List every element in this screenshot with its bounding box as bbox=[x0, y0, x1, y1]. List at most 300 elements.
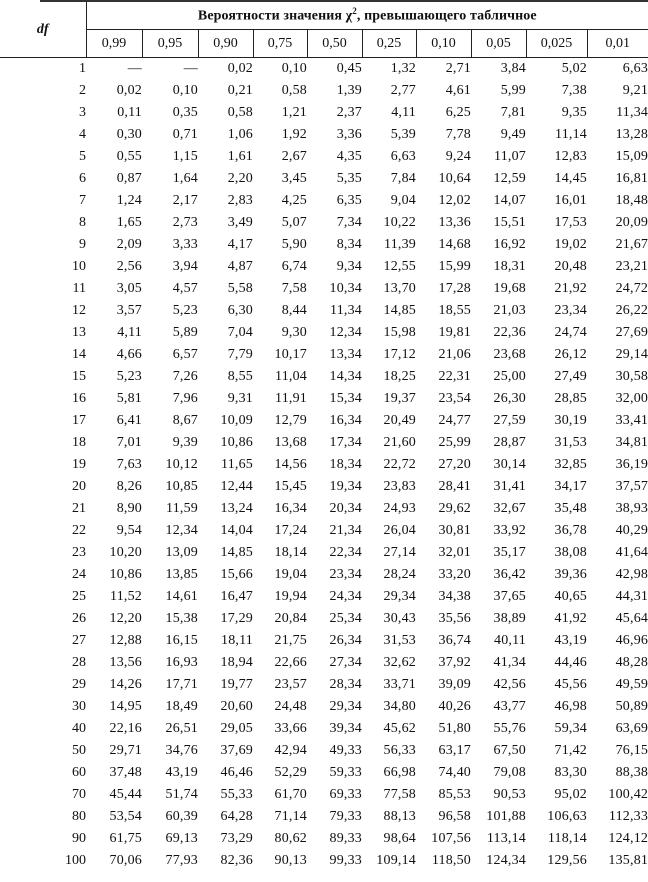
value-cell: 30,81 bbox=[438, 523, 471, 538]
value-cell: 25,34 bbox=[329, 611, 362, 626]
value-cell: 8,26 bbox=[116, 479, 142, 494]
value-cell: 34,76 bbox=[165, 743, 198, 758]
value-cell: 32,00 bbox=[615, 391, 648, 406]
value-cell: 11,34 bbox=[616, 105, 648, 120]
value-cell: 24,74 bbox=[554, 325, 587, 340]
value-cell: 80,62 bbox=[274, 831, 307, 846]
table-row bbox=[0, 520, 648, 542]
value-cell: 67,50 bbox=[493, 743, 526, 758]
value-cell: 16,47 bbox=[220, 589, 253, 604]
value-cell: 8,44 bbox=[281, 303, 307, 318]
value-cell: 18,49 bbox=[165, 699, 198, 714]
value-cell: 113,14 bbox=[486, 831, 526, 846]
value-cell: 11,91 bbox=[275, 391, 307, 406]
value-cell: 13,85 bbox=[165, 567, 198, 582]
df-cell: 25 bbox=[72, 589, 86, 604]
value-cell: 30,43 bbox=[383, 611, 416, 626]
df-cell: 27 bbox=[72, 633, 86, 648]
value-cell: 14,45 bbox=[554, 171, 587, 186]
value-cell: 27,49 bbox=[554, 369, 587, 384]
value-cell: 27,59 bbox=[493, 413, 526, 428]
value-cell: 6,25 bbox=[445, 105, 471, 120]
value-cell: 2,56 bbox=[116, 259, 142, 274]
df-cell: 17 bbox=[72, 413, 86, 428]
value-cell: 34,17 bbox=[554, 479, 587, 494]
value-cell: 5,02 bbox=[561, 61, 587, 76]
value-cell: 10,85 bbox=[165, 479, 198, 494]
value-cell: 53,54 bbox=[109, 809, 142, 824]
value-cell: 24,72 bbox=[615, 281, 648, 296]
value-cell: 46,96 bbox=[615, 633, 648, 648]
df-cell: 24 bbox=[72, 567, 86, 582]
value-cell: 4,11 bbox=[391, 105, 416, 120]
table-row bbox=[0, 344, 648, 366]
value-cell: 2,37 bbox=[336, 105, 362, 120]
value-cell: 24,48 bbox=[274, 699, 307, 714]
value-cell: 7,63 bbox=[116, 457, 142, 472]
value-cell: 16,92 bbox=[493, 237, 526, 252]
value-cell: 21,75 bbox=[274, 633, 307, 648]
value-cell: 18,94 bbox=[220, 655, 253, 670]
chi-square-table bbox=[0, 2, 648, 872]
value-cell: 43,19 bbox=[165, 765, 198, 780]
header-row-top bbox=[0, 2, 648, 30]
value-cell: 9,39 bbox=[172, 435, 198, 450]
value-cell: 26,04 bbox=[383, 523, 416, 538]
value-cell: 0,21 bbox=[227, 83, 253, 98]
value-cell: 76,15 bbox=[615, 743, 648, 758]
value-cell: 19,02 bbox=[554, 237, 587, 252]
value-cell: 23,21 bbox=[615, 259, 648, 274]
value-cell: 9,30 bbox=[281, 325, 307, 340]
value-cell: 12,34 bbox=[165, 523, 198, 538]
value-cell: 0,87 bbox=[116, 171, 142, 186]
df-cell: 1 bbox=[79, 61, 86, 76]
value-cell: 29,14 bbox=[615, 347, 648, 362]
table-row bbox=[0, 366, 648, 388]
value-cell: 36,42 bbox=[493, 567, 526, 582]
value-cell: 70,06 bbox=[109, 853, 142, 868]
value-cell: 5,07 bbox=[281, 215, 307, 230]
df-cell: 9 bbox=[79, 237, 86, 252]
column-header: 0,75 bbox=[253, 30, 307, 58]
value-cell: 5,23 bbox=[116, 369, 142, 384]
value-cell: 17,53 bbox=[554, 215, 587, 230]
value-cell: 24,93 bbox=[383, 501, 416, 516]
value-cell: 33,92 bbox=[493, 523, 526, 538]
value-cell: 5,99 bbox=[500, 83, 526, 98]
df-cell: 8 bbox=[79, 215, 86, 230]
value-cell: 1,06 bbox=[227, 127, 253, 142]
value-cell: 118,14 bbox=[547, 831, 587, 846]
value-cell: 7,78 bbox=[445, 127, 471, 142]
value-cell: 18,14 bbox=[274, 545, 307, 560]
value-cell: 14,26 bbox=[109, 677, 142, 692]
value-cell: 7,79 bbox=[227, 347, 253, 362]
value-cell: 33,71 bbox=[383, 677, 416, 692]
value-cell: 9,54 bbox=[116, 523, 142, 538]
value-cell: 39,34 bbox=[329, 721, 362, 736]
value-cell: 12,20 bbox=[109, 611, 142, 626]
value-cell: 21,67 bbox=[615, 237, 648, 252]
value-cell: 50,89 bbox=[615, 699, 648, 714]
value-cell: 4,66 bbox=[116, 347, 142, 362]
value-cell: 1,15 bbox=[172, 149, 198, 164]
value-cell: 12,02 bbox=[438, 193, 471, 208]
value-cell: 5,89 bbox=[172, 325, 198, 340]
table-row bbox=[0, 300, 648, 322]
value-cell: 69,13 bbox=[165, 831, 198, 846]
value-cell: 77,58 bbox=[383, 787, 416, 802]
table-row bbox=[0, 454, 648, 476]
value-cell: 85,53 bbox=[438, 787, 471, 802]
value-cell: 48,28 bbox=[615, 655, 648, 670]
value-cell: 1,24 bbox=[116, 193, 142, 208]
value-cell: 17,12 bbox=[383, 347, 416, 362]
df-cell: 100 bbox=[65, 853, 86, 868]
column-header: 0,05 bbox=[471, 30, 526, 58]
value-cell: 23,68 bbox=[493, 347, 526, 362]
value-cell: 100,42 bbox=[608, 787, 648, 802]
value-cell: 13,56 bbox=[109, 655, 142, 670]
value-cell: 45,56 bbox=[554, 677, 587, 692]
value-cell: 2,09 bbox=[116, 237, 142, 252]
table-row bbox=[0, 146, 648, 168]
table-row bbox=[0, 542, 648, 564]
value-cell: 7,34 bbox=[336, 215, 362, 230]
value-cell: 28,34 bbox=[329, 677, 362, 692]
value-cell: 17,29 bbox=[220, 611, 253, 626]
column-header: 0,025 bbox=[526, 30, 587, 58]
value-cell: 13,70 bbox=[383, 281, 416, 296]
value-cell: 17,71 bbox=[165, 677, 198, 692]
value-cell: 25,99 bbox=[438, 435, 471, 450]
value-cell: 34,81 bbox=[615, 435, 648, 450]
value-cell: 13,09 bbox=[165, 545, 198, 560]
column-header: 0,50 bbox=[307, 30, 362, 58]
value-cell: 18,11 bbox=[221, 633, 253, 648]
value-cell: 32,01 bbox=[438, 545, 471, 560]
value-cell: 8,55 bbox=[227, 369, 253, 384]
value-cell: 13,24 bbox=[220, 501, 253, 516]
value-cell: 66,98 bbox=[383, 765, 416, 780]
value-cell: 38,93 bbox=[615, 501, 648, 516]
value-cell: 79,33 bbox=[329, 809, 362, 824]
df-cell: 50 bbox=[72, 743, 86, 758]
value-cell: 26,12 bbox=[554, 347, 587, 362]
value-cell: 8,67 bbox=[172, 413, 198, 428]
value-cell: 90,13 bbox=[274, 853, 307, 868]
value-cell: 13,36 bbox=[438, 215, 471, 230]
table-row bbox=[0, 564, 648, 586]
value-cell: 3,57 bbox=[116, 303, 142, 318]
value-cell: 14,04 bbox=[220, 523, 253, 538]
probability-header-prefix: Вероятности значения χ bbox=[197, 8, 353, 24]
value-cell: 12,55 bbox=[383, 259, 416, 274]
value-cell: 3,94 bbox=[172, 259, 198, 274]
value-cell: 1,64 bbox=[172, 171, 198, 186]
value-cell: 21,92 bbox=[554, 281, 587, 296]
value-cell: 6,63 bbox=[622, 61, 648, 76]
value-cell: 12,83 bbox=[554, 149, 587, 164]
value-cell: 64,28 bbox=[220, 809, 253, 824]
value-cell: 30,58 bbox=[615, 369, 648, 384]
df-cell: 40 bbox=[72, 721, 86, 736]
value-cell: 9,31 bbox=[227, 391, 253, 406]
value-cell: 19,34 bbox=[329, 479, 362, 494]
value-cell: 6,30 bbox=[227, 303, 253, 318]
value-cell: 60,39 bbox=[165, 809, 198, 824]
value-cell: 16,15 bbox=[165, 633, 198, 648]
value-cell: 20,49 bbox=[383, 413, 416, 428]
value-cell: 5,23 bbox=[172, 303, 198, 318]
value-cell: 7,26 bbox=[172, 369, 198, 384]
value-cell: 21,06 bbox=[438, 347, 471, 362]
column-header: 0,01 bbox=[587, 30, 648, 58]
value-cell: 0,10 bbox=[281, 61, 307, 76]
header-row-columns bbox=[0, 30, 648, 58]
value-cell: 5,58 bbox=[227, 281, 253, 296]
value-cell: 3,33 bbox=[172, 237, 198, 252]
table-row bbox=[0, 674, 648, 696]
table-row bbox=[0, 410, 648, 432]
value-cell: 96,58 bbox=[438, 809, 471, 824]
value-cell: 44,46 bbox=[554, 655, 587, 670]
value-cell: 19,37 bbox=[383, 391, 416, 406]
value-cell: 4,25 bbox=[281, 193, 307, 208]
value-cell: 24,34 bbox=[329, 589, 362, 604]
value-cell: 6,57 bbox=[172, 347, 198, 362]
value-cell: 77,93 bbox=[165, 853, 198, 868]
value-cell: 3,84 bbox=[500, 61, 526, 76]
df-cell: 21 bbox=[72, 501, 86, 516]
value-cell: 1,65 bbox=[116, 215, 142, 230]
df-cell: 90 bbox=[72, 831, 86, 846]
value-cell: 106,63 bbox=[547, 809, 587, 824]
value-cell: 33,66 bbox=[274, 721, 307, 736]
value-cell: 99,33 bbox=[329, 853, 362, 868]
value-cell: 90,53 bbox=[493, 787, 526, 802]
value-cell: 14,34 bbox=[329, 369, 362, 384]
value-cell: 1,39 bbox=[336, 83, 362, 98]
df-header: df bbox=[0, 2, 86, 58]
value-cell: 1,21 bbox=[281, 105, 307, 120]
value-cell: 16,34 bbox=[274, 501, 307, 516]
table-row bbox=[0, 256, 648, 278]
value-cell: 16,81 bbox=[615, 171, 648, 186]
value-cell: 20,60 bbox=[220, 699, 253, 714]
value-cell: 41,64 bbox=[615, 545, 648, 560]
value-cell: 46,98 bbox=[554, 699, 587, 714]
table-row bbox=[0, 80, 648, 102]
value-cell: 14,68 bbox=[438, 237, 471, 252]
value-cell: 0,55 bbox=[116, 149, 142, 164]
value-cell: 38,89 bbox=[493, 611, 526, 626]
df-cell: 15 bbox=[72, 369, 86, 384]
value-cell: 49,33 bbox=[329, 743, 362, 758]
value-cell: 112,33 bbox=[608, 809, 648, 824]
value-cell: 15,98 bbox=[383, 325, 416, 340]
value-cell: 11,59 bbox=[166, 501, 198, 516]
value-cell: 16,01 bbox=[554, 193, 587, 208]
value-cell: — bbox=[127, 61, 142, 76]
value-cell: 31,41 bbox=[493, 479, 526, 494]
value-cell: 37,92 bbox=[438, 655, 471, 670]
value-cell: 27,20 bbox=[438, 457, 471, 472]
value-cell: 13,68 bbox=[274, 435, 307, 450]
value-cell: 28,87 bbox=[493, 435, 526, 450]
value-cell: 1,92 bbox=[281, 127, 307, 142]
value-cell: 29,34 bbox=[329, 699, 362, 714]
value-cell: 23,57 bbox=[274, 677, 307, 692]
value-cell: 22,72 bbox=[383, 457, 416, 472]
df-cell: 26 bbox=[72, 611, 86, 626]
value-cell: 14,85 bbox=[220, 545, 253, 560]
value-cell: 88,38 bbox=[615, 765, 648, 780]
value-cell: 15,45 bbox=[274, 479, 307, 494]
value-cell: 15,99 bbox=[438, 259, 471, 274]
table-row bbox=[0, 806, 648, 828]
value-cell: 6,35 bbox=[336, 193, 362, 208]
value-cell: 14,56 bbox=[274, 457, 307, 472]
value-cell: 4,61 bbox=[445, 83, 471, 98]
value-cell: 31,53 bbox=[554, 435, 587, 450]
df-cell: 10 bbox=[72, 259, 86, 274]
value-cell: 20,09 bbox=[615, 215, 648, 230]
value-cell: 0,10 bbox=[172, 83, 198, 98]
value-cell: 10,17 bbox=[274, 347, 307, 362]
value-cell: 30,14 bbox=[493, 457, 526, 472]
value-cell: 1,61 bbox=[227, 149, 253, 164]
value-cell: 42,56 bbox=[493, 677, 526, 692]
value-cell: 124,34 bbox=[486, 853, 526, 868]
value-cell: 11,14 bbox=[555, 127, 587, 142]
value-cell: 7,38 bbox=[561, 83, 587, 98]
column-header: 0,99 bbox=[86, 30, 142, 58]
value-cell: 88,13 bbox=[383, 809, 416, 824]
value-cell: 18,25 bbox=[383, 369, 416, 384]
value-cell: 9,04 bbox=[390, 193, 416, 208]
value-cell: 38,08 bbox=[554, 545, 587, 560]
value-cell: 19,04 bbox=[274, 567, 307, 582]
value-cell: 29,34 bbox=[383, 589, 416, 604]
value-cell: 35,56 bbox=[438, 611, 471, 626]
value-cell: 41,92 bbox=[554, 611, 587, 626]
value-cell: 36,78 bbox=[554, 523, 587, 538]
value-cell: 5,39 bbox=[390, 127, 416, 142]
value-cell: 42,94 bbox=[274, 743, 307, 758]
value-cell: 20,34 bbox=[329, 501, 362, 516]
value-cell: 98,64 bbox=[383, 831, 416, 846]
value-cell: 118,50 bbox=[431, 853, 471, 868]
value-cell: 79,08 bbox=[493, 765, 526, 780]
table-row bbox=[0, 630, 648, 652]
df-cell: 28 bbox=[72, 655, 86, 670]
value-cell: 12,44 bbox=[220, 479, 253, 494]
value-cell: 45,44 bbox=[109, 787, 142, 802]
value-cell: 7,58 bbox=[281, 281, 307, 296]
value-cell: 40,65 bbox=[554, 589, 587, 604]
value-cell: 49,59 bbox=[615, 677, 648, 692]
value-cell: 31,53 bbox=[383, 633, 416, 648]
value-cell: 56,33 bbox=[383, 743, 416, 758]
value-cell: 11,34 bbox=[330, 303, 362, 318]
value-cell: 101,88 bbox=[486, 809, 526, 824]
value-cell: 27,69 bbox=[615, 325, 648, 340]
value-cell: 46,46 bbox=[220, 765, 253, 780]
value-cell: 0,35 bbox=[172, 105, 198, 120]
value-cell: 13,34 bbox=[329, 347, 362, 362]
value-cell: 19,77 bbox=[220, 677, 253, 692]
value-cell: 7,84 bbox=[390, 171, 416, 186]
value-cell: 19,68 bbox=[493, 281, 526, 296]
value-cell: 15,51 bbox=[493, 215, 526, 230]
table-row bbox=[0, 828, 648, 850]
value-cell: 23,83 bbox=[383, 479, 416, 494]
df-cell: 4 bbox=[79, 127, 86, 142]
value-cell: 4,87 bbox=[227, 259, 253, 274]
value-cell: 61,75 bbox=[109, 831, 142, 846]
value-cell: 6,74 bbox=[281, 259, 307, 274]
value-cell: 34,80 bbox=[383, 699, 416, 714]
value-cell: 42,98 bbox=[615, 567, 648, 582]
value-cell: 32,62 bbox=[383, 655, 416, 670]
value-cell: 2,20 bbox=[227, 171, 253, 186]
value-cell: 0,02 bbox=[227, 61, 253, 76]
value-cell: 35,48 bbox=[554, 501, 587, 516]
table-row bbox=[0, 652, 648, 674]
df-cell: 23 bbox=[72, 545, 86, 560]
value-cell: 2,71 bbox=[445, 61, 471, 76]
value-cell: 55,76 bbox=[493, 721, 526, 736]
df-cell: 2 bbox=[79, 83, 86, 98]
column-header: 0,90 bbox=[198, 30, 253, 58]
value-cell: 9,21 bbox=[622, 83, 648, 98]
table-row bbox=[0, 190, 648, 212]
value-cell: 18,55 bbox=[438, 303, 471, 318]
value-cell: 7,01 bbox=[116, 435, 142, 450]
value-cell: 12,79 bbox=[274, 413, 307, 428]
column-header: 0,25 bbox=[362, 30, 416, 58]
df-cell: 6 bbox=[79, 171, 86, 186]
value-cell: 74,40 bbox=[438, 765, 471, 780]
value-cell: 8,90 bbox=[116, 501, 142, 516]
value-cell: 0,71 bbox=[172, 127, 198, 142]
value-cell: 20,84 bbox=[274, 611, 307, 626]
df-cell: 18 bbox=[72, 435, 86, 450]
value-cell: 25,00 bbox=[493, 369, 526, 384]
value-cell: 28,24 bbox=[383, 567, 416, 582]
value-cell: 0,11 bbox=[117, 105, 142, 120]
value-cell: 14,95 bbox=[109, 699, 142, 714]
value-cell: 10,22 bbox=[383, 215, 416, 230]
value-cell: 18,34 bbox=[329, 457, 362, 472]
value-cell: 95,02 bbox=[554, 787, 587, 802]
value-cell: 6,63 bbox=[390, 149, 416, 164]
value-cell: 14,61 bbox=[165, 589, 198, 604]
value-cell: 9,35 bbox=[561, 105, 587, 120]
table-body bbox=[0, 58, 648, 873]
value-cell: 18,31 bbox=[493, 259, 526, 274]
value-cell: 40,11 bbox=[494, 633, 526, 648]
value-cell: 40,26 bbox=[438, 699, 471, 714]
value-cell: 29,62 bbox=[438, 501, 471, 516]
value-cell: 35,17 bbox=[493, 545, 526, 560]
df-cell: 16 bbox=[72, 391, 86, 406]
value-cell: 27,14 bbox=[383, 545, 416, 560]
value-cell: 36,19 bbox=[615, 457, 648, 472]
df-cell: 11 bbox=[72, 281, 86, 296]
